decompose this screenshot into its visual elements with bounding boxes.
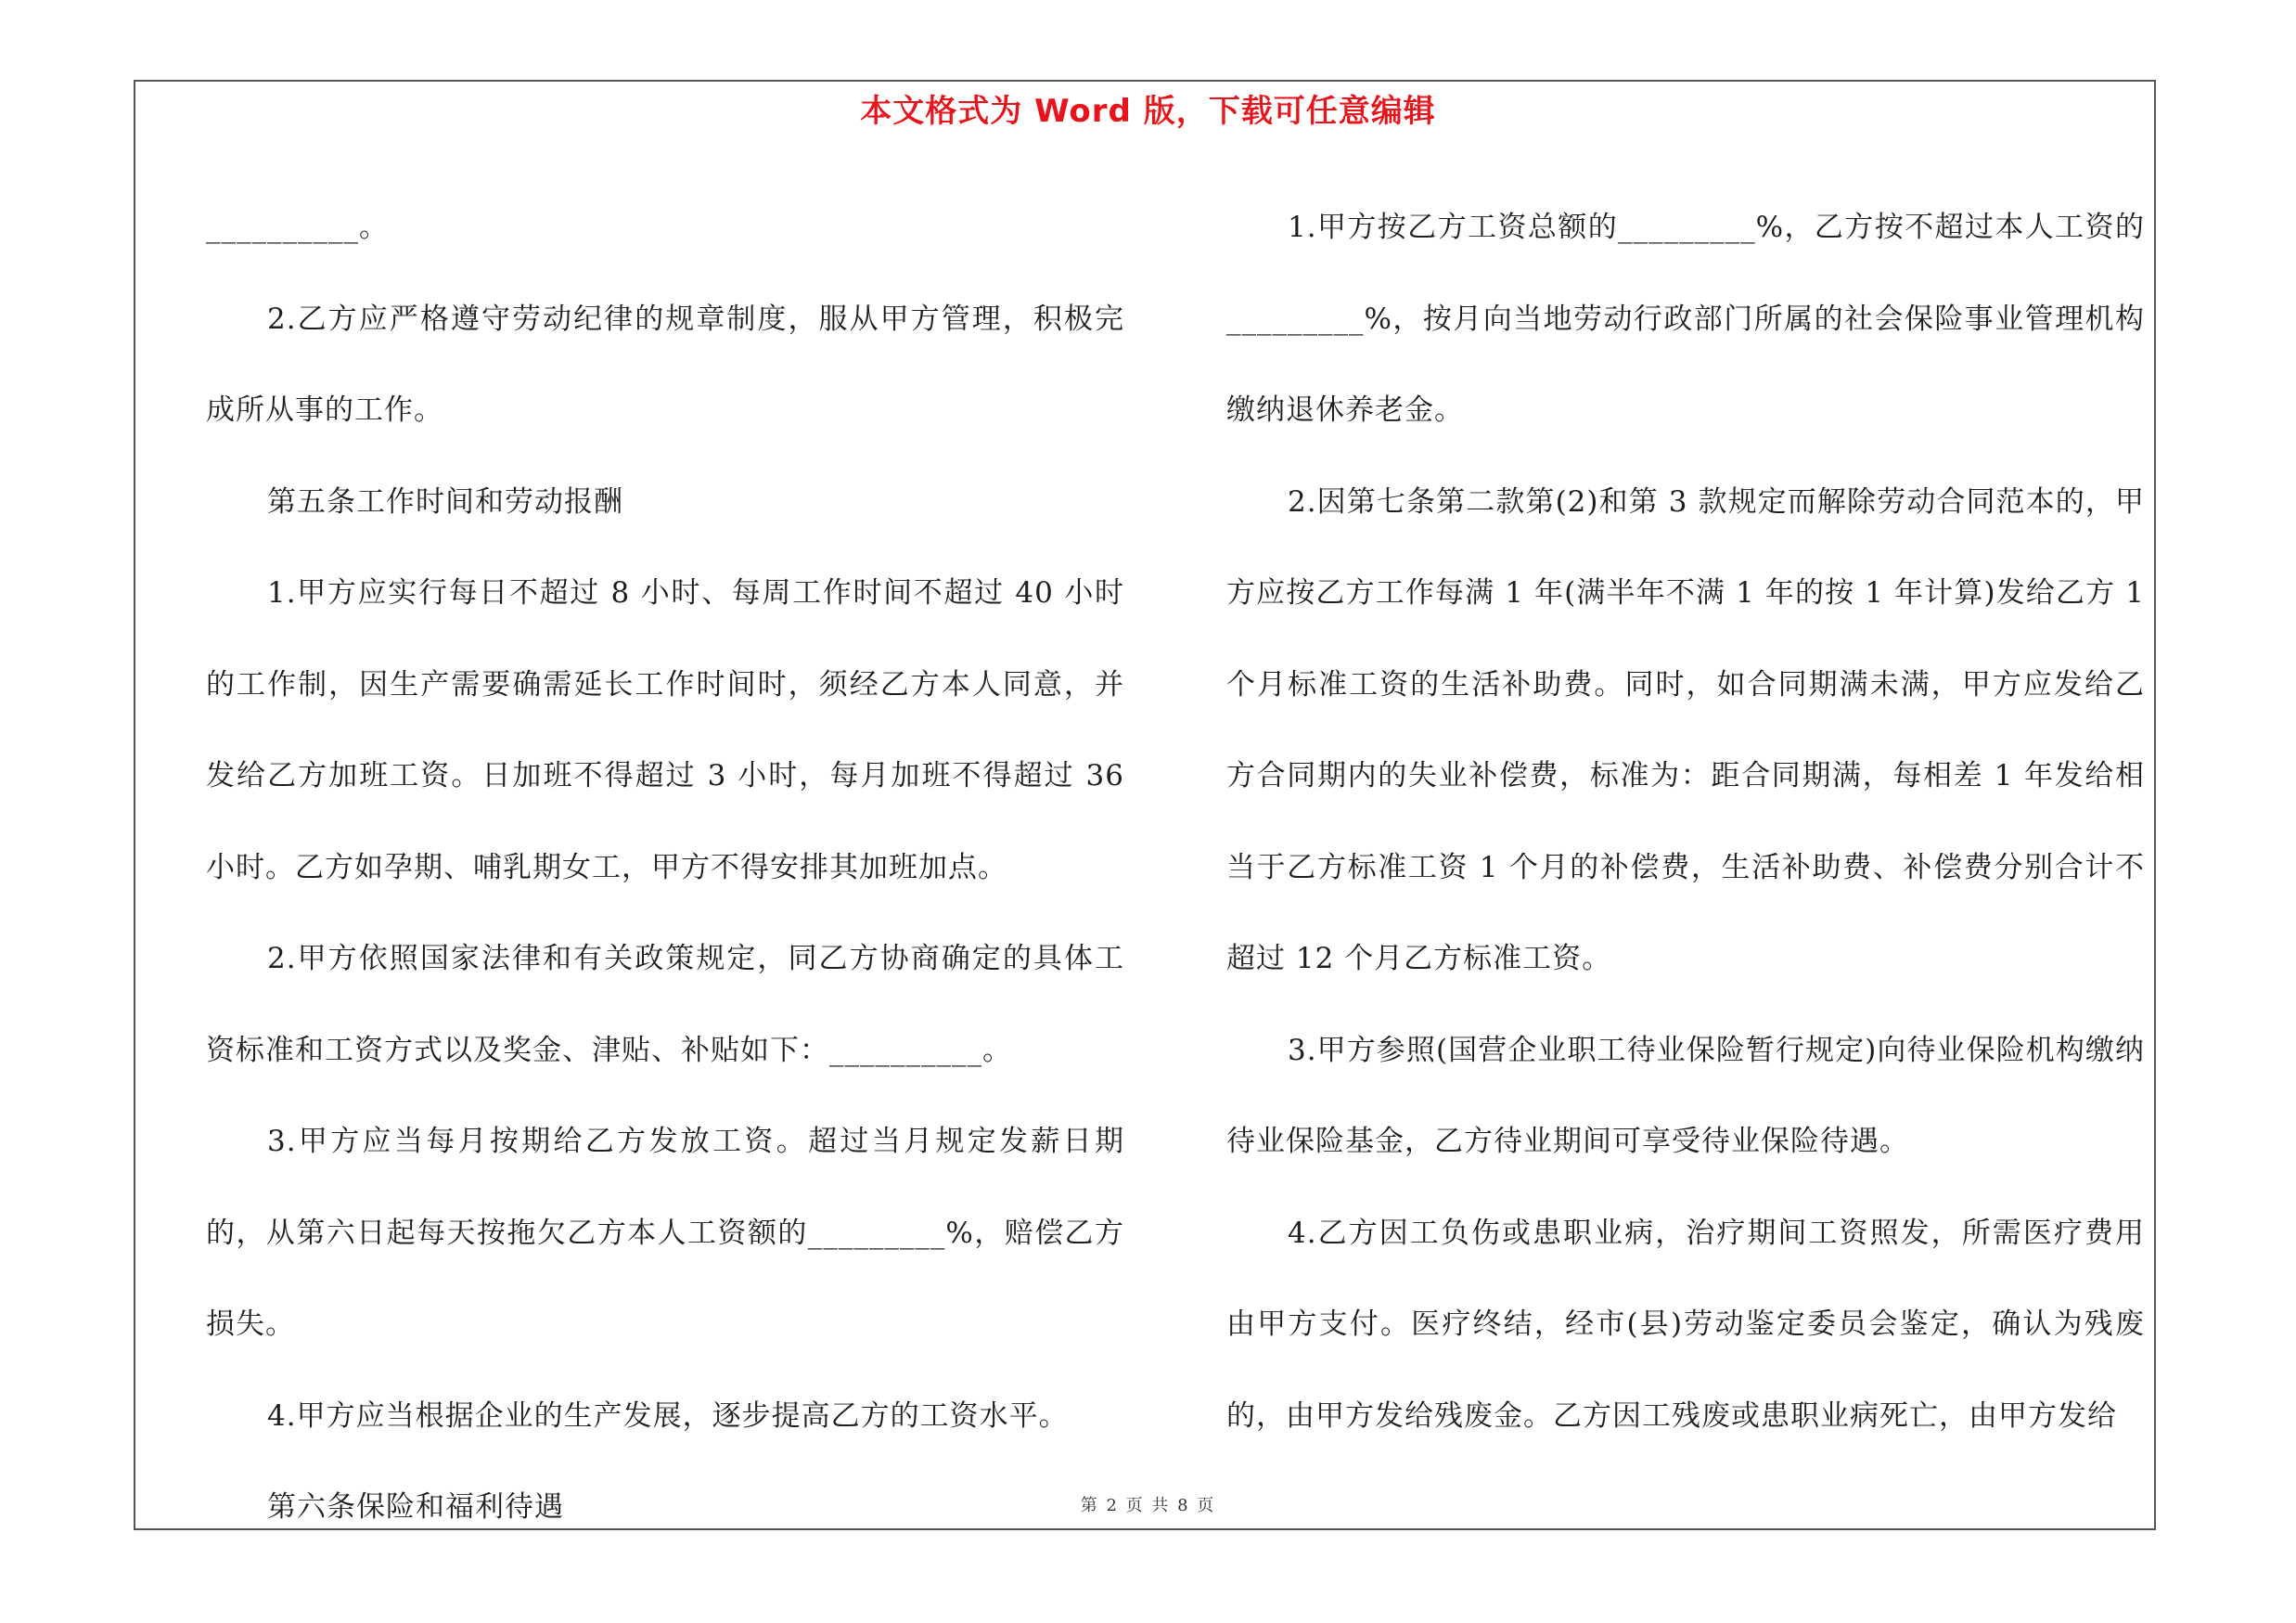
paragraph: 1.甲方按乙方工资总额的_________%，乙方按不超过本人工资的_________%，按月向当地劳动行政部门所属的社会保险事业管理机构缴纳退休养老金。: [1226, 211, 2145, 427]
page-number: 第 2 页 共 8 页: [1080, 1496, 1216, 1515]
paragraph: 3.甲方应当每月按期给乙方发放工资。超过当月规定发薪日期的，从第六日起每天按拖欠乙方本人工资额的_________%，赔偿乙方损失。: [206, 1125, 1124, 1341]
paragraph: 1.甲方应实行每日不超过 8 小时、每周工作时间不超过 40 小时的工作制，因生产需要确需延长工作时间时，须经乙方本人同意，并发给乙方加班工资。日加班不得超过 3 小时，每月加班不得超过 36 小时。乙方如孕期、哺乳期女工，甲方不得安排其加班加点。: [206, 576, 1124, 884]
paragraph: 4.乙方因工负伤或患职业病，治疗期间工资照发，所需医疗费用由甲方支付。医疗终结，经市(县)劳动鉴定委员会鉴定，确认为残废的，由甲方发给残废金。乙方因工残废或患职业病死亡，由甲方发给: [1226, 1216, 2145, 1433]
left-text-column: [206, 182, 1124, 1553]
paragraph: __________。: [206, 211, 389, 244]
section-heading: 第六条保险和福利待遇: [267, 1490, 564, 1524]
paragraph: 2.因第七条第二款第(2)和第 3 款规定而解除劳动合同范本的，甲方应按乙方工作每满 1 年(满半年不满 1 年的按 1 年计算)发给乙方 1 个月标准工资的生活补助费。同时，如合同期满未满，甲方应发给乙方合同期内的失业补偿费，标准为：距合同期满，每相差 1 年发给相当于乙方标准工资 1 个月的补偿费，生活补助费、补偿费分别合计不超过 12 个月乙方标准工资。: [1226, 484, 2145, 975]
paragraph: 2.乙方应严格遵守劳动纪律的规章制度，服从甲方管理，积极完成所从事的工作。: [206, 302, 1124, 427]
word-format-banner: 本文格式为 Word 版，下载可任意编辑: [860, 93, 1436, 130]
paragraph: 4.甲方应当根据企业的生产发展，逐步提高乙方的工资水平。: [267, 1398, 1069, 1433]
section-heading: 第五条工作时间和劳动报酬: [267, 484, 623, 519]
paragraph: 3.甲方参照(国营企业职工待业保险暂行规定)向待业保险机构缴纳待业保险基金，乙方待业期间可享受待业保险待遇。: [1226, 1033, 2145, 1158]
right-text-column: [1226, 182, 2145, 1462]
paragraph: 2.甲方依照国家法律和有关政策规定，同乙方协商确定的具体工资标准和工资方式以及奖金、津贴、补贴如下：__________。: [206, 942, 1124, 1067]
